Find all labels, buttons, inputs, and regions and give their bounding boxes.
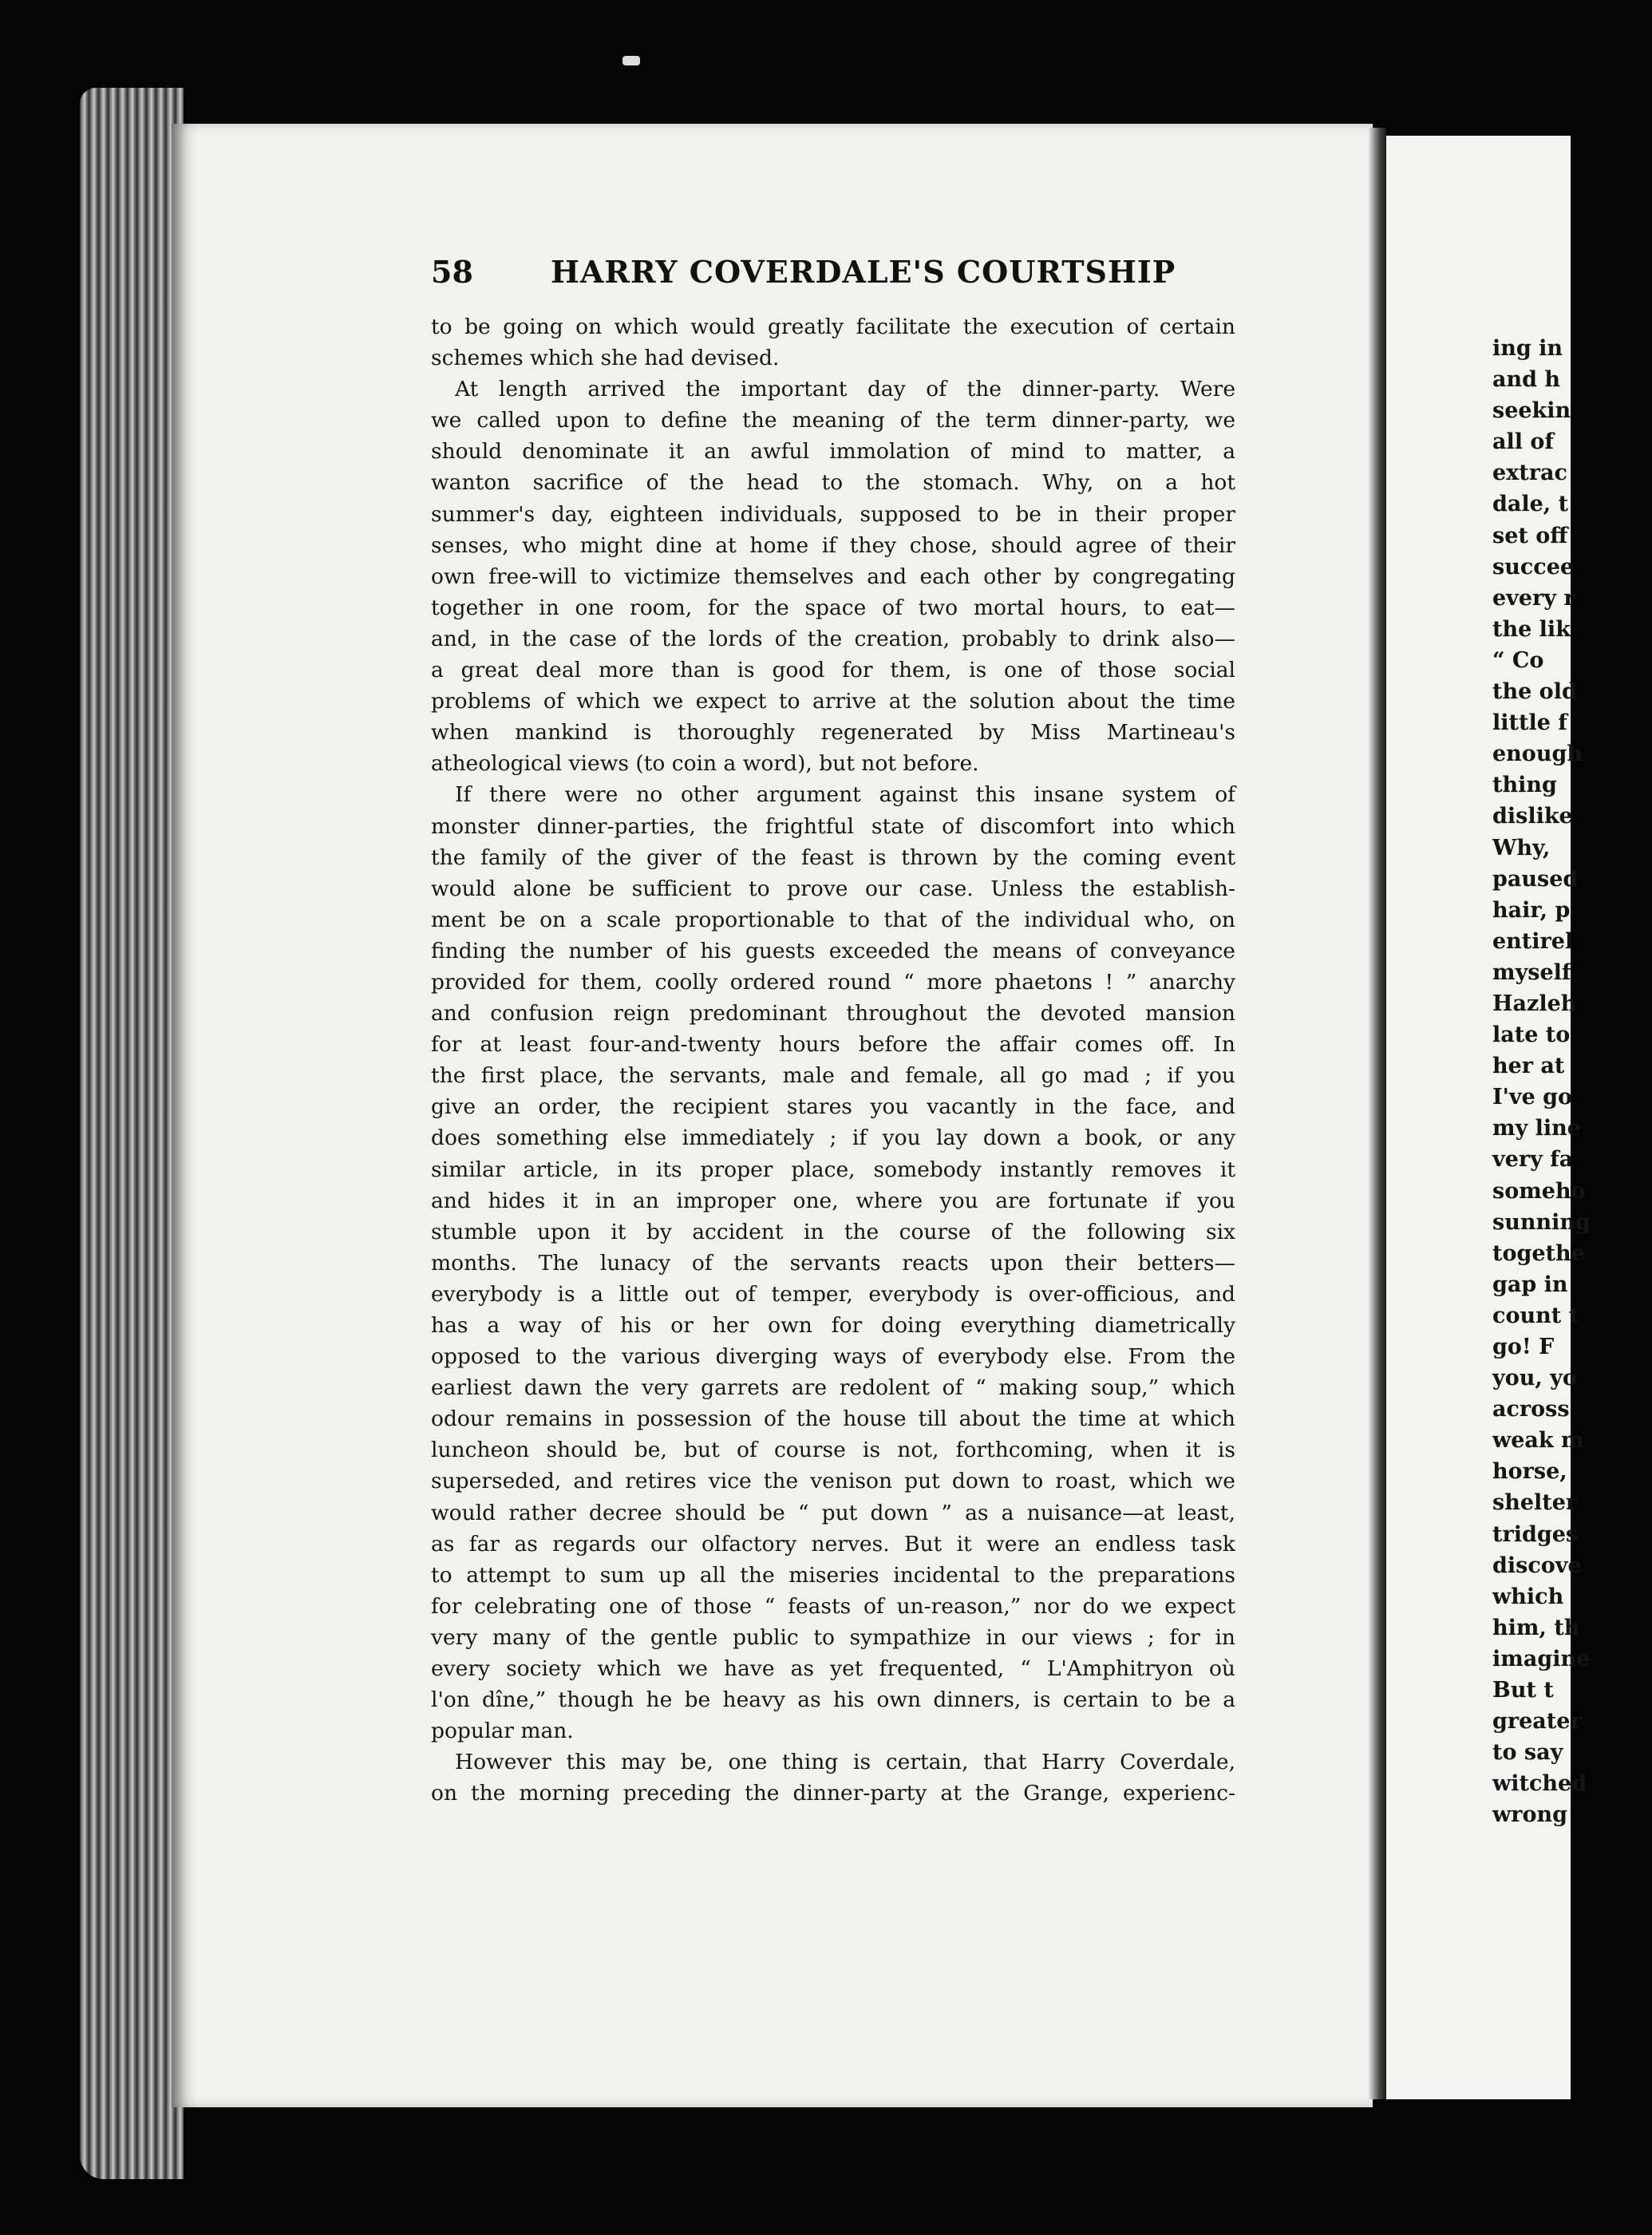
text-line: odour remains in possession of the house till about the time at which <box>431 1406 1235 1432</box>
text-line: set off <box>1492 523 1568 548</box>
text-line: him, th <box>1492 1615 1580 1640</box>
running-title: HARRY COVERDALE'S COURTSHIP <box>551 254 1176 290</box>
text-line: gap in <box>1492 1272 1568 1297</box>
text-line: for at least four-and-twenty hours before the affair comes off. In <box>431 1032 1235 1058</box>
text-line: count t <box>1492 1303 1579 1328</box>
text-line: as far as regards our olfactory nerves. But it were an endless task <box>431 1531 1235 1557</box>
text-line: dale, t <box>1492 492 1569 517</box>
text-line: would alone be sufficient to prove our case. Unless the establish- <box>431 876 1235 901</box>
text-line: give an order, the recipient stares you vacantly in the face, and <box>431 1094 1235 1120</box>
right-page-text <box>1492 334 1652 1832</box>
text-line: to say <box>1492 1740 1563 1766</box>
text-line: At length arrived the important day of the dinner-party. Were <box>455 377 1235 402</box>
dust-speck <box>622 56 640 65</box>
text-line: greater <box>1492 1709 1582 1735</box>
text-line: my line <box>1492 1116 1581 1141</box>
text-line: dislike <box>1492 804 1573 829</box>
text-line: But t <box>1492 1678 1554 1703</box>
text-line: provided for them, coolly ordered round “ more phaetons ! ” anarchy <box>431 969 1235 995</box>
text-line: months. The lunacy of the servants reacts upon their betters— <box>431 1250 1235 1276</box>
text-line: However this may be, one thing is certain, that Harry Coverdale, <box>455 1750 1235 1775</box>
text-line: hair, p <box>1492 897 1571 923</box>
text-line: own free-will to victimize themselves and each other by congregating <box>431 564 1235 589</box>
text-line: late to <box>1492 1023 1571 1048</box>
text-line: little f <box>1492 710 1567 736</box>
text-line: seekin <box>1492 398 1571 424</box>
text-line: all of <box>1492 429 1555 455</box>
text-line: superseded, and retires vice the venison put down to roast, which we <box>431 1469 1235 1494</box>
text-line: the lik <box>1492 616 1571 642</box>
text-line: enough <box>1492 742 1583 767</box>
page-number: 58 <box>431 254 473 290</box>
text-line: monster dinner-parties, the frightful state of discomfort into which <box>431 813 1235 839</box>
text-line: finding the number of his guests exceeded the means of conveyance <box>431 938 1235 963</box>
text-line: l'on dîne,” though he be heavy as his own dinners, is certain to be a <box>431 1687 1235 1713</box>
text-line: wrong <box>1492 1802 1567 1828</box>
text-line: extrac <box>1492 461 1567 486</box>
text-line: and hides it in an improper one, where you are fortunate if you <box>431 1188 1235 1213</box>
text-line: when mankind is thoroughly regenerated by Miss Martineau's <box>431 720 1235 746</box>
page-gutter <box>1369 128 1386 2099</box>
text-line: Hazleh <box>1492 991 1577 1016</box>
text-line: problems of which we expect to arrive at the solution about the time <box>431 689 1235 714</box>
text-line: for celebrating one of those “ feasts of un-reason,” nor do we expect <box>431 1593 1235 1619</box>
text-line: which <box>1492 1584 1564 1609</box>
text-line: tridges <box>1492 1521 1579 1547</box>
text-line: should denominate it an awful immolation of mind to matter, a <box>431 439 1235 465</box>
text-line: we called upon to define the meaning of the term dinner-party, we <box>431 408 1235 433</box>
text-line: sunning <box>1492 1209 1591 1235</box>
text-line: entirel <box>1492 928 1574 954</box>
text-line: “ Co <box>1492 647 1544 673</box>
text-line: weak m <box>1492 1428 1584 1454</box>
text-line: imagine <box>1492 1646 1591 1671</box>
text-line: would rather decree should be “ put down ” as a nuisance—at least, <box>431 1500 1235 1525</box>
text-line: discove <box>1492 1553 1582 1578</box>
text-line: atheological views (to coin a word), but not before. <box>431 751 979 777</box>
text-line: the first place, the servants, male and female, all go mad ; if you <box>431 1063 1235 1089</box>
text-line: togethe <box>1492 1240 1585 1266</box>
book-fore-edge <box>80 88 184 2179</box>
text-line: popular man. <box>431 1719 574 1744</box>
text-line: horse, <box>1492 1459 1567 1485</box>
text-line: ment be on a scale proportionable to that of the individual who, on <box>431 907 1235 932</box>
text-line: earliest dawn the very garrets are redolent of “ making soup,” which <box>431 1375 1235 1401</box>
text-line: go! F <box>1492 1335 1555 1359</box>
text-line: very fa <box>1492 1147 1574 1173</box>
text-line: schemes which she had devised. <box>431 346 780 371</box>
text-line: and, in the case of the lords of the creation, probably to drink also— <box>431 626 1235 651</box>
text-line: Why, <box>1492 835 1551 860</box>
text-line: I've go <box>1492 1085 1573 1110</box>
text-line: every r <box>1492 585 1575 611</box>
text-line: a great deal more than is good for them, is one of those social <box>431 658 1235 683</box>
left-page-text <box>431 311 1235 1810</box>
text-line: If there were no other argument against this insane system of <box>455 782 1235 808</box>
text-line: myself <box>1492 959 1571 985</box>
text-line: succee <box>1492 554 1575 580</box>
text-line: and h <box>1492 367 1561 393</box>
text-line: very many of the gentle public to sympathize in our views ; for in <box>431 1624 1235 1650</box>
text-line: you, yo <box>1492 1366 1577 1391</box>
text-line: the old <box>1492 679 1577 705</box>
text-line: has a way of his or her own for doing everything diametrically <box>431 1313 1235 1338</box>
text-line: to attempt to sum up all the miseries incidental to the preparations <box>431 1562 1235 1588</box>
text-line: someho <box>1492 1178 1586 1204</box>
running-head <box>431 254 1229 299</box>
text-line: every society which we have as yet frequented, “ L'Amphitryon où <box>431 1656 1235 1682</box>
text-line: luncheon should be, but of course is not, forthcoming, when it is <box>431 1438 1235 1463</box>
text-line: shelter <box>1492 1490 1578 1516</box>
text-line: on the morning preceding the dinner-party at the Grange, experienc- <box>431 1781 1235 1806</box>
text-line: similar article, in its proper place, somebody instantly removes it <box>431 1157 1235 1182</box>
text-line: to be going on which would greatly facilitate the execution of certain <box>431 314 1235 339</box>
text-line: paused <box>1492 866 1579 892</box>
text-line: wanton sacrifice of the head to the stomach. Why, on a hot <box>431 470 1235 496</box>
text-line: across <box>1492 1397 1570 1422</box>
text-line: thing <box>1492 773 1557 798</box>
text-line: ing in <box>1492 336 1563 361</box>
text-line: senses, who might dine at home if they chose, should agree of their <box>431 532 1235 558</box>
text-line: her at <box>1492 1054 1565 1079</box>
text-line: together in one room, for the space of two mortal hours, to eat— <box>431 595 1235 620</box>
text-line: does something else immediately ; if you lay down a book, or any <box>431 1125 1235 1151</box>
text-line: everybody is a little out of temper, everybody is over-officious, and <box>431 1281 1235 1307</box>
text-line: opposed to the various diverging ways of everybody else. From the <box>431 1344 1235 1370</box>
text-line: the family of the giver of the feast is thrown by the coming event <box>431 845 1235 870</box>
text-line: and confusion reign predominant throughout the devoted mansion <box>431 1001 1235 1027</box>
text-line: summer's day, eighteen individuals, supposed to be in their proper <box>431 501 1235 527</box>
text-line: witched <box>1492 1771 1587 1797</box>
text-line: stumble upon it by accident in the course of the following six <box>431 1219 1235 1244</box>
